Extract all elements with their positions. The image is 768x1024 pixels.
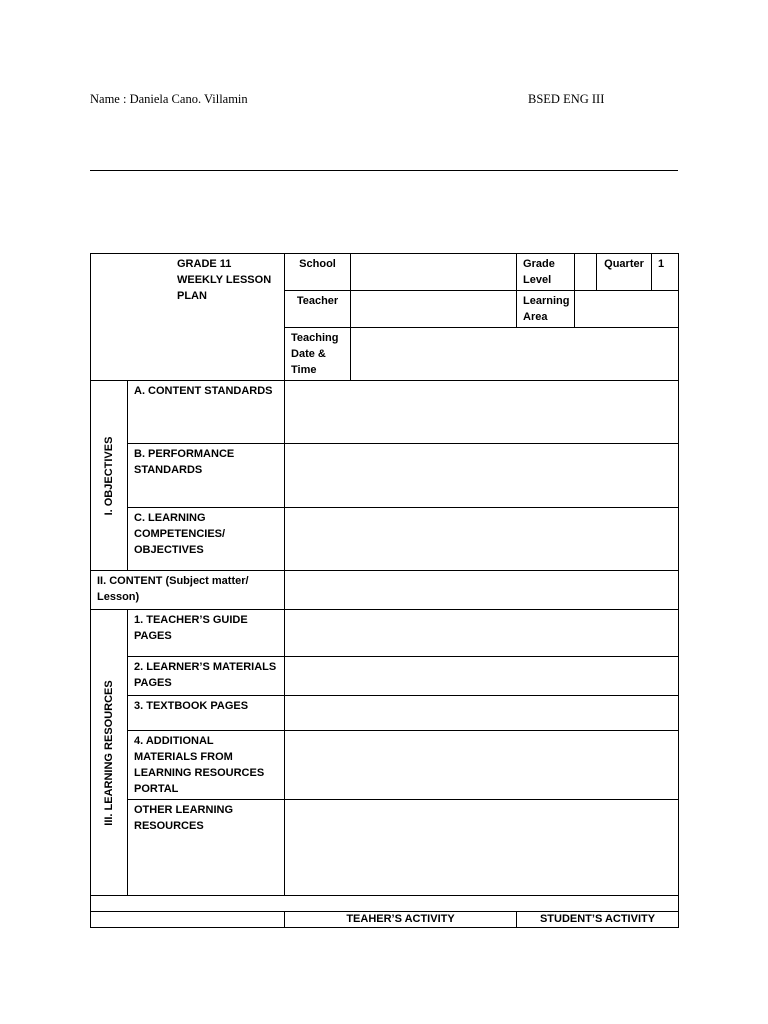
teachers-guide-label: 1. TEACHER’S GUIDE PAGES	[128, 610, 285, 657]
school-label: School	[285, 254, 351, 291]
content-value[interactable]	[285, 571, 679, 610]
table-row	[91, 731, 679, 800]
teaching-date-label: Teaching Date & Time	[285, 328, 351, 381]
table-row	[91, 896, 679, 912]
additional-materials-value[interactable]	[285, 731, 679, 800]
learners-materials-label: 2. LEARNER’S MATERIALS PAGES	[128, 657, 285, 696]
teacher-label: Teacher	[285, 291, 351, 328]
table-row	[91, 381, 679, 444]
textbook-value[interactable]	[285, 696, 679, 731]
performance-standards-label: B. PERFORMANCE STANDARDS	[128, 444, 285, 508]
spacer-row	[91, 896, 679, 912]
table-row	[91, 800, 679, 896]
objectives-section	[91, 381, 128, 571]
course-label: BSED ENG III	[528, 92, 605, 106]
content-label: II. CONTENT (Subject matter/ Lesson)	[91, 571, 285, 610]
header-divider	[90, 170, 678, 171]
plan-title: GRADE 11 WEEKLY LESSON PLAN	[91, 254, 285, 381]
lesson-plan-table	[90, 253, 679, 928]
learners-materials-value[interactable]	[285, 657, 679, 696]
table-row	[91, 657, 679, 696]
content-standards-value[interactable]	[285, 381, 679, 444]
learning-area-value[interactable]	[575, 291, 679, 328]
student-name: Name : Daniela Cano. Villamin	[90, 92, 248, 106]
quarter-label: Quarter	[597, 254, 652, 291]
learning-competencies-value[interactable]	[285, 508, 679, 571]
teacher-value[interactable]	[351, 291, 517, 328]
school-value[interactable]	[351, 254, 517, 291]
table-row	[91, 571, 679, 610]
table-row	[91, 254, 679, 291]
table-row	[91, 508, 679, 571]
teachers-guide-value[interactable]	[285, 610, 679, 657]
quarter-value: 1	[652, 254, 679, 291]
additional-materials-label: 4. ADDITIONAL MATERIALS FROM LEARNING RESOURCES PORTAL	[128, 731, 285, 800]
grade-level-value[interactable]	[575, 254, 597, 291]
table-row	[91, 610, 679, 657]
performance-standards-value[interactable]	[285, 444, 679, 508]
activity-blank-cell	[91, 912, 285, 928]
learning-area-label: Learning Area	[517, 291, 575, 328]
table-row	[91, 912, 679, 928]
table-row	[91, 696, 679, 731]
other-resources-label: OTHER LEARNING RESOURCES	[128, 800, 285, 896]
objectives-section-label: I. OBJECTIVES	[103, 436, 115, 515]
other-resources-value[interactable]	[285, 800, 679, 896]
textbook-label: 3. TEXTBOOK PAGES	[128, 696, 285, 731]
teaching-date-value[interactable]	[351, 328, 679, 381]
student-activity-header: STUDENT’S ACTIVITY	[517, 912, 679, 928]
teacher-activity-header: TEAHER’S ACTIVITY	[285, 912, 517, 928]
learning-resources-section-label: III. LEARNING RESOURCES	[103, 679, 115, 826]
content-standards-label: A. CONTENT STANDARDS	[128, 381, 285, 444]
table-row	[91, 444, 679, 508]
grade-level-label: Grade Level	[517, 254, 575, 291]
learning-resources-section	[91, 610, 128, 896]
learning-competencies-label: C. LEARNING COMPETENCIES/ OBJECTIVES	[128, 508, 285, 571]
